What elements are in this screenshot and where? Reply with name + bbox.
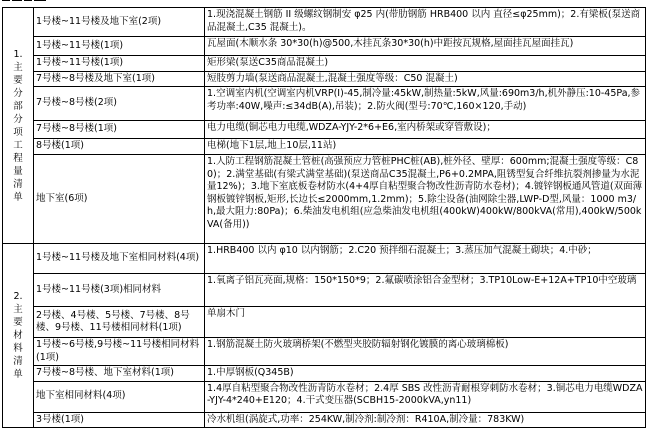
header-fragment — [2, 0, 62, 6]
building-scope-cell: 1号楼~11号楼及地下室相同材料(4项) — [34, 244, 205, 274]
table-row — [3, 155, 646, 244]
table-row — [3, 121, 646, 139]
building-scope-cell: 7号楼~8号楼(2项) — [34, 87, 205, 121]
item-description-cell: 电梯(地下1层,地上10层,11站) — [205, 139, 646, 155]
table-row — [3, 274, 646, 307]
item-description-cell: 1.人防工程钢筋混凝土管桩(高强预应力管桩PHC桩(AB),桩外径、壁厚：600mm;混凝土强度等级：C80)；2.满堂基础(有梁式满堂基础)(泵送商品C35混凝土,P6+0.2MPA,阻锈型复合纤维抗裂剂掺量为水泥量12%)；3.地下室底板卷材防水(4+4厚自粘型聚合物改性沥青防水卷材)；4.镀锌钢板通风管道(双面薄钢板镀锌钢板,矩形,长边长≤2000mm,1.2mm)；5.除尘设备(油网除尘器,LWP-D型,风量：1000 m3/h,最大阻力:80Pa)；6.柴油发电机组(应急柴油发电机组(400kW)400kW/800kVA(常用),400kW/500kVA(备用)) — [205, 155, 646, 244]
building-scope-cell: 3号楼(1项) — [34, 412, 205, 428]
item-description-cell: 1.HRB400 以内 φ10 以内钢筋；2.C20 预拌细石混凝土；3.蒸压加气混凝土砌块；4.中砂； — [205, 244, 646, 274]
item-description-cell: 矩形梁(泵送C35商品混凝土) — [205, 56, 646, 72]
item-description-cell: 短肢剪力墙(泵送商品混凝土,混凝土强度等级：C50 混凝土) — [205, 71, 646, 87]
table-row — [3, 56, 646, 72]
item-description-cell: 1.钢筋混凝土防火玻璃桥架(不燃型夹胶防辐射钢化镀膜的离心玻璃棉板) — [205, 338, 646, 366]
item-description-cell: 单扇木门 — [205, 307, 646, 338]
building-scope-cell: 7号楼~8号楼(1项) — [34, 121, 205, 139]
building-scope-cell: 地下室(6项) — [34, 155, 205, 244]
building-scope-cell: 1号楼~11号楼及地下室(2项) — [34, 8, 205, 37]
table-row — [3, 244, 646, 274]
table-row — [3, 87, 646, 121]
table-row — [3, 139, 646, 155]
item-description-cell: 1.氧离子铝瓦亮面,规格：150*150*9；2.氟碳喷涂铝合金型材；3.TP10Low-E+12A+TP10中空玻璃 — [205, 274, 646, 307]
building-scope-cell: 1号楼~6号楼,9号楼~11号楼相同材料(1项) — [34, 338, 205, 366]
building-scope-cell: 地下室相同材料(4项) — [34, 381, 205, 412]
item-description-cell: 电力电缆(铜芯电力电缆,WDZA-YJY-2*6+E6,室内桥架或穿管敷设)； — [205, 121, 646, 139]
table-row — [3, 37, 646, 56]
table-row — [3, 381, 646, 412]
building-scope-cell: 7号楼~8号楼、地下室材料(1项) — [34, 366, 205, 382]
item-description-cell: 1.4厚自粘型聚合物改性沥青防水卷材；2.4厚 SBS 改性沥青耐根穿刺防水卷材；3.铜芯电力电缆WDZA-YJY-4*240+E120；4.干式变压器(SCBH15-2000kVA,yn11) — [205, 381, 646, 412]
item-description-cell: 1.现浇混凝土钢筋 II 级螺纹钢制安 φ25 内(带肋钢筋 HRB400 以内 直径≤φ25mm)；2.有梁板(泵送商品混凝土,C35 混凝土)。 — [205, 8, 646, 37]
building-scope-cell: 2号楼、4号楼、5号楼、7号楼、8号楼、9号楼、11号楼相同材料(1项) — [34, 307, 205, 338]
table-row — [3, 307, 646, 338]
table-row — [3, 366, 646, 382]
table-row — [3, 412, 646, 428]
building-scope-cell: 7号楼~8号楼及地下室(1项) — [34, 71, 205, 87]
table-row — [3, 8, 646, 37]
item-description-cell: 瓦屋面(木顺水条 30*30(h)@500,木挂瓦条30*30(h)中距按瓦规格,屋面挂瓦屋面挂瓦) — [205, 37, 646, 56]
item-description-cell: 1.中厚钢板(Q345B) — [205, 366, 646, 382]
building-scope-cell: 1号楼~11号楼(1项) — [34, 37, 205, 56]
section-title: 1. 主 要 分 部 分 项 工 程 量 清 单 — [3, 8, 34, 244]
section-title: 2. 主 要 材 料 清 单 — [3, 244, 34, 428]
building-scope-cell: 1号楼~11号楼(3项)相同材料 — [34, 274, 205, 307]
table-row — [3, 338, 646, 366]
table-row — [3, 71, 646, 87]
item-description-cell: 1.空调室内机(空调室内机VRP(I)-45,制冷量:45kW,制热量:5kW,风量:690m3/h,机外静压:10-45Pa,参考功率:40W,噪声:≤34dB(A),吊装)；2.防火阀(型号:70℃,160×120,手动) — [205, 87, 646, 121]
bill-of-quantities-table — [2, 7, 646, 428]
item-description-cell: 冷水机组(涡旋式,功率：254KW,制冷剂:制冷剂：R410A,制冷量：783KW) — [205, 412, 646, 428]
building-scope-cell: 1号楼~11号楼(1项) — [34, 56, 205, 72]
building-scope-cell: 8号楼(1项) — [34, 139, 205, 155]
